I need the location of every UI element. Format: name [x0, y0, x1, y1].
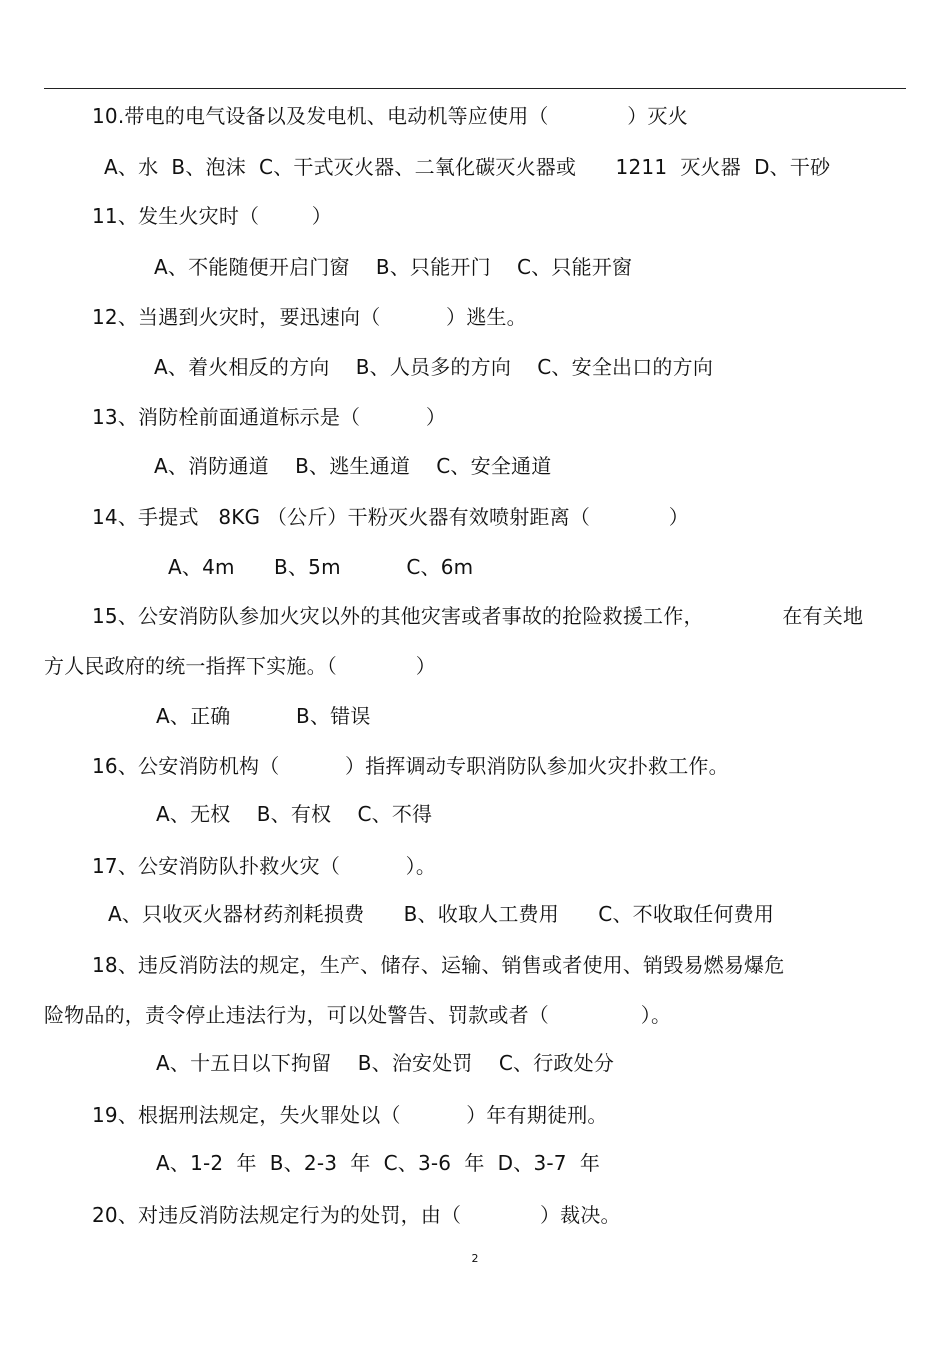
question-16-stem: 16、公安消防机构（ ）指挥调动专职消防队参加火灾扑救工作。: [92, 754, 729, 778]
question-15-stem-continued: 方人民政府的统一指挥下实施。（ ）: [44, 654, 436, 678]
page-number: 2: [471, 1252, 479, 1265]
question-15-stem: 15、公安消防队参加火灾以外的其他灾害或者事故的抢险救援工作， 在有关地: [92, 604, 864, 628]
question-15-options: A、正确 B、错误: [156, 704, 371, 728]
question-17-options: A、只收灭火器材药剂耗损费 B、收取人工费用 C、不收取任何费用: [108, 902, 775, 926]
question-19-stem: 19、根据刑法规定，失火罪处以（ ）年有期徒刑。: [92, 1103, 608, 1127]
question-11-stem: 11、发生火灾时（ ）: [92, 204, 332, 228]
question-18-stem-continued: 险物品的，责令停止违法行为，可以处警告、罚款或者（ ）。: [44, 1003, 672, 1027]
question-10-options: A、水 B、泡沫 C、干式灭火器、二氧化碳灭火器或 1211 灭火器 D、干砂: [104, 155, 831, 179]
question-20-stem: 20、对违反消防法规定行为的处罚，由（ ）裁决。: [92, 1203, 621, 1227]
question-19-options: A、1-2 年 B、2-3 年 C、3-6 年 D、3-7 年: [156, 1151, 601, 1175]
question-11-options: A、不能随便开启门窗 B、只能开门 C、只能开窗: [154, 255, 633, 279]
question-14-options: A、4m B、5m C、6m: [168, 555, 474, 579]
question-16-options: A、无权 B、有权 C、不得: [156, 802, 433, 826]
question-12-options: A、着火相反的方向 B、人员多的方向 C、安全出口的方向: [154, 355, 714, 379]
header-rule: [44, 88, 906, 89]
question-13-stem: 13、消防栓前面通道标示是（ ）: [92, 405, 447, 429]
question-17-stem: 17、公安消防队扑救火灾（ ）。: [92, 854, 437, 878]
question-18-stem: 18、违反消防法的规定，生产、储存、运输、销售或者使用、销毁易燃易爆危: [92, 953, 785, 977]
question-14-stem: 14、手提式 8KG （公斤）干粉灭火器有效喷射距离（ ）: [92, 505, 689, 529]
question-13-options: A、消防通道 B、逃生通道 C、安全通道: [154, 454, 552, 478]
question-18-options: A、十五日以下拘留 B、治安处罚 C、行政处分: [156, 1051, 615, 1075]
question-12-stem: 12、当遇到火灾时，要迅速向（ ）逃生。: [92, 305, 527, 329]
question-10-stem: 10.带电的电气设备以及发电机、电动机等应使用（ ）灭火: [92, 104, 688, 128]
